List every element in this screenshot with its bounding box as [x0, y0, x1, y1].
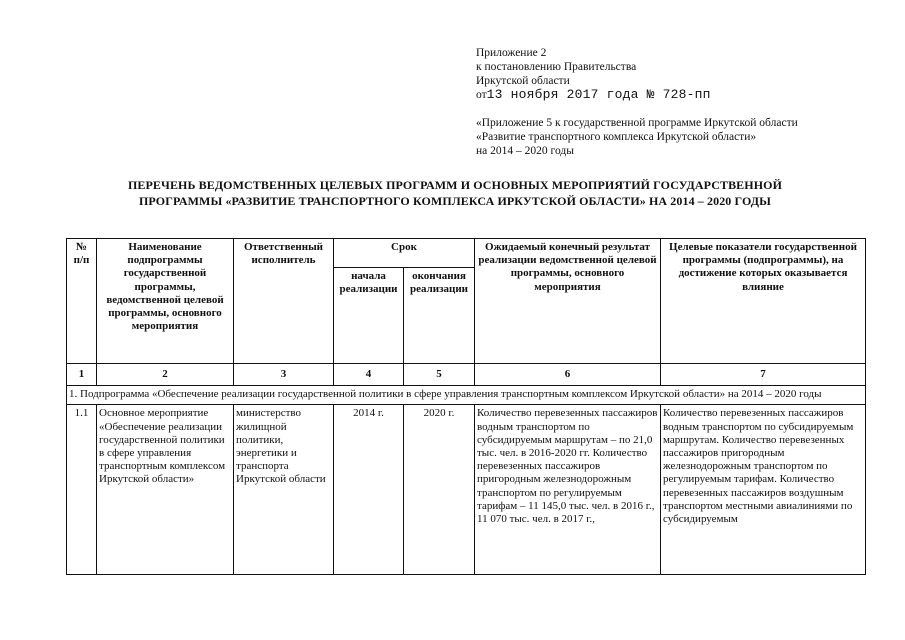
appendix-line: на 2014 – 2020 годы [476, 145, 574, 157]
row-responsible [234, 405, 334, 575]
row-result [475, 405, 661, 575]
table-row [67, 405, 866, 575]
title-line: ПЕРЕЧЕНЬ ВЕДОМСТВЕННЫХ ЦЕЛЕВЫХ ПРОГРАММ И ОСНОВНЫХ МЕРОПРИЯТИЙ ГОСУДАРСТВЕННОЙ [127, 178, 783, 192]
header-row [67, 239, 866, 268]
header-num: № п/п [67, 239, 97, 364]
header-indicators: Целевые показатели государственной программы (подпрограммы), на достижение которых оказывается влияние [661, 239, 866, 364]
row-name-text: Основное мероприятие «Обеспечение реализации государственной политики в сфере управления транспортным комплексом Иркутской области» [99, 407, 226, 486]
row-name [97, 405, 234, 575]
subprogram-title: 1. Подпрограмма «Обеспечение реализации государственной политики в сфере управления транспортным комплексом Иркутской области» на 2014 – 2020 годы [67, 386, 866, 405]
row-indicators [661, 405, 866, 575]
column-number: 4 [334, 364, 404, 386]
column-number-row [67, 364, 866, 386]
header-result: Ожидаемый конечный результат реализации ведомственной целевой программы, основного мероприятия [475, 239, 661, 364]
column-number: 2 [97, 364, 234, 386]
spacer [476, 102, 886, 116]
row-indicators-text: Количество перевезенных пассажиров водным транспортом по субсидируемым маршрутам. Количество перевезенных пассажиров пригородным железнодорожным транспортом по регулируемым тарифам. Количество перевезенных пассажиров воздушным транспортом местными авиалиниями по субсидируемым [663, 407, 854, 526]
header-responsible: Ответственный исполнитель [234, 239, 334, 364]
row-start: 2014 г. [334, 405, 404, 575]
appendix-line: Приложение 2 [476, 47, 547, 59]
appendix-line: «Развитие транспортного комплекса Иркутской области» [476, 131, 757, 143]
document-title [60, 177, 850, 209]
header-term: Срок [334, 239, 475, 268]
column-number: 5 [404, 364, 475, 386]
appendix-block [476, 46, 886, 158]
header-term-start: начала реализации [334, 268, 404, 364]
row-responsible-text: министерство жилищной политики, энергетики и транспорта Иркутской области [236, 407, 326, 486]
date-prefix: от [476, 89, 487, 101]
appendix-line: «Приложение 5 к государственной программе Иркутской области [476, 117, 798, 129]
resolution-date-line [476, 88, 886, 102]
column-number: 3 [234, 364, 334, 386]
appendix-line: Иркутской области [476, 75, 570, 87]
column-number: 6 [475, 364, 661, 386]
header-term-end: окончания реализации [404, 268, 475, 364]
title-line: ПРОГРАММЫ «РАЗВИТИЕ ТРАНСПОРТНОГО КОМПЛЕКСА ИРКУТСКОЙ ОБЛАСТИ» НА 2014 – 2020 ГОДЫ [138, 194, 772, 208]
programs-table [66, 238, 866, 575]
appendix-line: к постановлению Правительства [476, 61, 637, 73]
column-number: 7 [661, 364, 866, 386]
row-num: 1.1 [67, 405, 97, 575]
row-end: 2020 г. [404, 405, 475, 575]
subprogram-row [67, 386, 866, 405]
column-number: 1 [67, 364, 97, 386]
header-name: Наименование подпрограммы государственной программы, ведомственной целевой программы, основного мероприятия [97, 239, 234, 364]
resolution-date-number: 13 ноября 2017 года № 728-пп [486, 87, 711, 102]
row-result-text: Количество перевезенных пассажиров водным транспортом по субсидируемым маршрутам – по 21,0 тыс. чел. в 2016-2020 гг. Количество перевезенных пассажиров пригородным железнодорожным транспортом по регулируемым тарифам – 11 145,0 тыс. чел. в 2016 г., 11 070 тыс. чел. в 2017 г., [477, 407, 658, 526]
